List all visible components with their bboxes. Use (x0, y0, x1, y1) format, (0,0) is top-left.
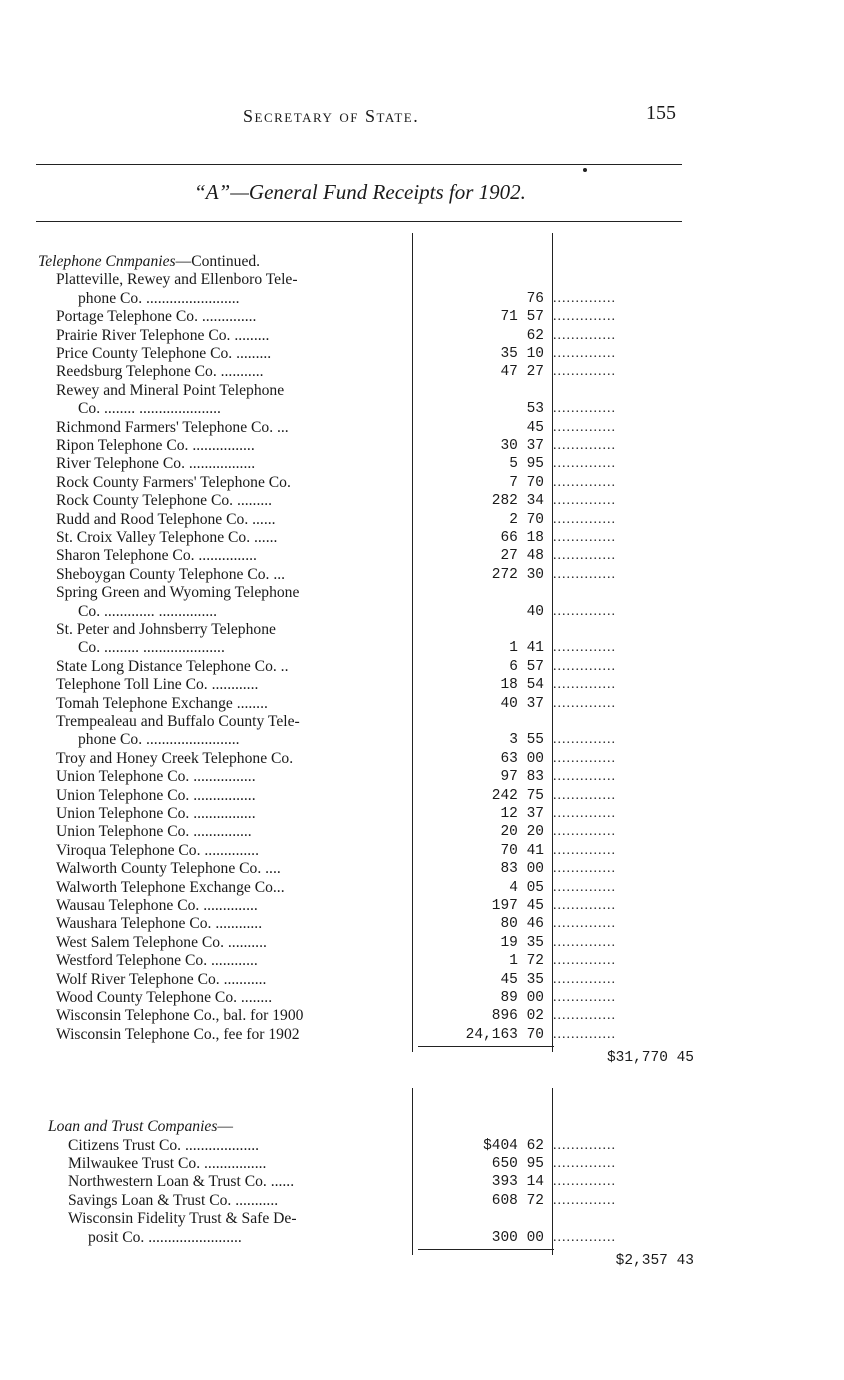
entry-label: River Telephone Co. ................. (56, 455, 256, 473)
entry-amount: 45 (526, 419, 544, 436)
table-row (0, 437, 844, 455)
entry-amount: 40 (526, 603, 544, 620)
leader-dots: .............. (553, 640, 616, 656)
table-row (0, 1155, 844, 1173)
entry-label: Walworth Telephone Exchange Co... (56, 878, 285, 896)
table-row (0, 879, 844, 897)
table-row (0, 511, 844, 529)
leader-dots: .............. (553, 1008, 616, 1024)
entry-amount: 53 (526, 401, 544, 418)
entry-label: St. Peter and Johnsberry Telephone (56, 621, 276, 638)
entry-label: Platteville, Rewey and Ellenboro Tele- (56, 271, 298, 289)
table-row (0, 1210, 844, 1247)
table-row (0, 455, 844, 473)
leader-dots: .............. (553, 953, 616, 969)
table-title: “A”—General Fund Receipts for 1902. (194, 180, 526, 204)
entry-label: Walworth County Telephone Co. .... (56, 860, 281, 878)
entry-amount: 27 48 (500, 548, 544, 565)
leader-dots: .............. (553, 934, 616, 950)
entry-amount: 282 34 (491, 493, 544, 510)
entry-label: Co. ........ ..................... (78, 400, 221, 418)
entry-label: Sheboygan County Telephone Co. ... (56, 565, 286, 583)
entry-label: Sharon Telephone Co. ............... (56, 547, 257, 565)
entry-amount: 97 83 (500, 769, 544, 786)
entry-label: Waushara Telephone Co. ............ (56, 915, 263, 933)
entry-amount: 650 95 (491, 1156, 544, 1172)
leader-dots: .............. (553, 493, 616, 509)
entry-label: Rock County Telephone Co. ......... (56, 492, 273, 510)
leader-dots: .............. (553, 732, 616, 748)
entry-label: phone Co. ........................ (78, 731, 240, 749)
table-row (0, 860, 844, 878)
leader-dots: .............. (553, 1026, 616, 1042)
page-number: 155 (646, 102, 676, 124)
entry-label: Spring Green and Wyoming Telephone (56, 584, 300, 602)
entry-amount: 40 37 (500, 695, 544, 712)
leader-dots: .............. (553, 787, 616, 803)
entry-label: Prairie River Telephone Co. ......... (56, 326, 270, 344)
entry-amount: 80 46 (500, 916, 544, 933)
leader-dots: .............. (553, 971, 616, 987)
entry-amount: 1 72 (509, 953, 544, 970)
column-rule-right (552, 1088, 553, 1255)
entry-amount: 83 00 (500, 861, 544, 878)
entry-amount: 63 00 (500, 750, 544, 767)
table-row (0, 1026, 844, 1044)
entry-label: Wood County Telephone Co. ........ (56, 989, 273, 1006)
entry-label: Viroqua Telephone Co. .............. (56, 841, 259, 859)
title-bottom-rule (36, 221, 682, 222)
entry-label: Co. ............. ............... (78, 602, 218, 620)
entry-label: Trempealeau and Buffalo County Tele- (56, 713, 300, 730)
entry-amount: 300 00 (491, 1229, 544, 1246)
column-rule-right (552, 233, 553, 1052)
entry-amount: 71 57 (500, 309, 544, 326)
table-row (0, 805, 844, 823)
table-row (0, 621, 844, 658)
leader-dots: .............. (553, 364, 616, 380)
table-row (0, 566, 844, 584)
entry-amount: 3 55 (509, 732, 544, 749)
leader-dots: .............. (553, 658, 616, 674)
table-row (0, 363, 844, 381)
table-row (0, 308, 844, 326)
leader-dots: .............. (553, 474, 616, 490)
section-heading-suffix: —Continued. (175, 253, 261, 270)
entry-amount: 66 18 (500, 530, 544, 546)
table-row (0, 658, 844, 676)
entry-label: Richmond Farmers' Telephone Co. ... (56, 418, 289, 436)
entry-amount: 242 75 (491, 787, 544, 804)
leader-dots: .............. (553, 750, 616, 766)
entry-label: Tomah Telephone Exchange ........ (56, 694, 268, 712)
entry-label: Reedsburg Telephone Co. ........... (56, 363, 264, 381)
table-row (0, 787, 844, 805)
entry-amount: 4 05 (509, 879, 544, 896)
entry-label: Citizens Trust Co. ................... (68, 1136, 260, 1154)
entry-label: Wisconsin Fidelity Trust & Safe De- (68, 1210, 297, 1228)
table-row (0, 327, 844, 345)
entry-label: Wausau Telephone Co. .............. (56, 897, 258, 914)
table-row (0, 1137, 844, 1155)
section-heading-text: Loan and Trust Companies (48, 1118, 218, 1136)
entry-label: Savings Loan & Trust Co. ........... (68, 1191, 279, 1209)
leader-dots: .............. (553, 401, 616, 417)
table-row (0, 915, 844, 933)
table-row (0, 529, 844, 547)
table-row (0, 971, 844, 989)
section-heading (48, 1118, 233, 1136)
table-row (0, 989, 844, 1007)
table-row (0, 952, 844, 970)
leader-dots: .............. (553, 309, 616, 325)
leader-dots: .............. (553, 566, 616, 582)
leader-dots: .............. (553, 861, 616, 877)
leader-dots: .............. (553, 677, 616, 693)
entry-label: Wisconsin Telephone Co., bal. for 1900 (56, 1007, 304, 1025)
entry-amount: 24,163 70 (465, 1026, 544, 1043)
entry-label: Co. ......... ..................... (78, 639, 225, 657)
entry-amount: 45 35 (500, 971, 544, 988)
entry-label: Union Telephone Co. ............... (56, 823, 252, 841)
entry-amount: 70 41 (500, 842, 544, 859)
entry-label: Portage Telephone Co. .............. (56, 308, 257, 326)
table-row (0, 547, 844, 565)
subtotal-rule (418, 1249, 554, 1250)
entry-label: Ripon Telephone Co. ................ (56, 437, 255, 454)
entry-amount: 7 70 (509, 474, 544, 491)
table-row (0, 676, 844, 694)
entry-amount: 76 (526, 290, 544, 307)
leader-dots: .............. (553, 879, 616, 895)
table-row (0, 823, 844, 841)
entry-label: St. Croix Valley Telephone Co. ...... (56, 529, 278, 546)
table-row (0, 934, 844, 952)
column-rule-left (412, 233, 413, 1052)
entry-amount: 5 95 (509, 456, 544, 473)
entry-amount: 18 54 (500, 677, 544, 694)
entry-label: State Long Distance Telephone Co. .. (56, 657, 289, 675)
leader-dots: .............. (553, 456, 616, 472)
table-row (0, 419, 844, 437)
table-row (0, 474, 844, 492)
table-row (0, 842, 844, 860)
leader-dots: .............. (553, 842, 616, 858)
entry-label: Rewey and Mineral Point Telephone (56, 381, 285, 399)
entry-amount: 393 14 (491, 1174, 544, 1191)
entry-amount: 2 70 (509, 511, 544, 528)
leader-dots: .............. (553, 1229, 616, 1245)
table-row (0, 1192, 844, 1210)
entry-amount: 20 20 (500, 824, 544, 841)
leader-dots: .............. (553, 916, 616, 932)
table-row (0, 713, 844, 750)
leader-dots: .............. (553, 290, 616, 306)
leader-dots: .............. (553, 419, 616, 435)
table-row (0, 750, 844, 768)
section-total: $2,357 43 (615, 1253, 694, 1269)
entry-amount: 1 41 (509, 640, 544, 657)
leader-dots: .............. (553, 1174, 616, 1190)
running-head: Secretary of State. (243, 106, 420, 126)
entry-amount: 608 72 (491, 1192, 544, 1209)
section-heading-suffix: — (217, 1118, 233, 1136)
section-heading (38, 253, 260, 271)
table-row (0, 695, 844, 713)
entry-label: Milwaukee Trust Co. ................ (68, 1155, 267, 1172)
leader-dots: .............. (553, 1137, 616, 1153)
leader-dots: .............. (553, 898, 616, 913)
entry-amount: $404 62 (483, 1137, 544, 1154)
leader-dots: .............. (553, 438, 616, 453)
subtotal-rule (418, 1046, 554, 1047)
entry-amount: 47 27 (500, 364, 544, 381)
entry-label: phone Co. ........................ (78, 289, 240, 307)
leader-dots: .............. (553, 511, 616, 527)
leader-dots: .............. (553, 346, 616, 361)
table-row (0, 897, 844, 915)
table-row (0, 584, 844, 621)
entry-amount: 30 37 (500, 438, 544, 454)
leader-dots: .............. (553, 769, 616, 785)
table-row (0, 492, 844, 510)
entry-amount: 6 57 (509, 658, 544, 675)
leader-dots: .............. (553, 327, 616, 343)
leader-dots: .............. (553, 530, 616, 545)
column-rule-left (412, 1088, 413, 1255)
entry-label: Rock County Farmers' Telephone Co. (56, 473, 291, 491)
entry-amount: 197 45 (491, 898, 544, 914)
entry-label: Rudd and Rood Telephone Co. ...... (56, 510, 276, 528)
entry-label: Wolf River Telephone Co. ........... (56, 970, 267, 988)
leader-dots: .............. (553, 824, 616, 840)
entry-amount: 19 35 (500, 934, 544, 951)
leader-dots: .............. (553, 1192, 616, 1208)
entry-label: Troy and Honey Creek Telephone Co. (56, 749, 294, 767)
entry-amount: 62 (526, 327, 544, 344)
top-rule (36, 164, 682, 165)
table-row (0, 768, 844, 786)
entry-label: Wisconsin Telephone Co., fee for 1902 (56, 1025, 300, 1043)
leader-dots: .............. (553, 806, 616, 821)
table-row (0, 1173, 844, 1191)
entry-label: posit Co. ........................ (88, 1228, 242, 1246)
entry-amount: 35 10 (500, 346, 544, 362)
leader-dots: .............. (553, 1156, 616, 1171)
table-row (0, 382, 844, 419)
ink-speck (583, 168, 587, 172)
table-row (0, 271, 844, 308)
entry-amount: 89 00 (500, 990, 544, 1006)
entry-amount: 896 02 (491, 1008, 544, 1025)
entry-label: Union Telephone Co. ................ (56, 805, 256, 822)
section-heading-text: Telephone Cnmpanies (38, 253, 176, 270)
entry-label: West Salem Telephone Co. .......... (56, 933, 267, 951)
entry-amount: 272 30 (491, 566, 544, 583)
table-row (0, 345, 844, 363)
entry-label: Union Telephone Co. ................ (56, 768, 256, 786)
entry-label: Westford Telephone Co. ............ (56, 952, 258, 970)
table-row (0, 1007, 844, 1025)
section-total: $31,770 45 (606, 1050, 694, 1067)
entry-label: Telephone Toll Line Co. ............ (56, 676, 259, 694)
leader-dots: .............. (553, 548, 616, 564)
entry-label: Union Telephone Co. ................ (56, 786, 256, 804)
entry-label: Northwestern Loan & Trust Co. ...... (68, 1173, 295, 1191)
entry-label: Price County Telephone Co. ......... (56, 345, 272, 362)
entry-amount: 12 37 (500, 806, 544, 822)
leader-dots: .............. (553, 695, 616, 711)
leader-dots: .............. (553, 603, 616, 619)
leader-dots: .............. (553, 990, 616, 1005)
